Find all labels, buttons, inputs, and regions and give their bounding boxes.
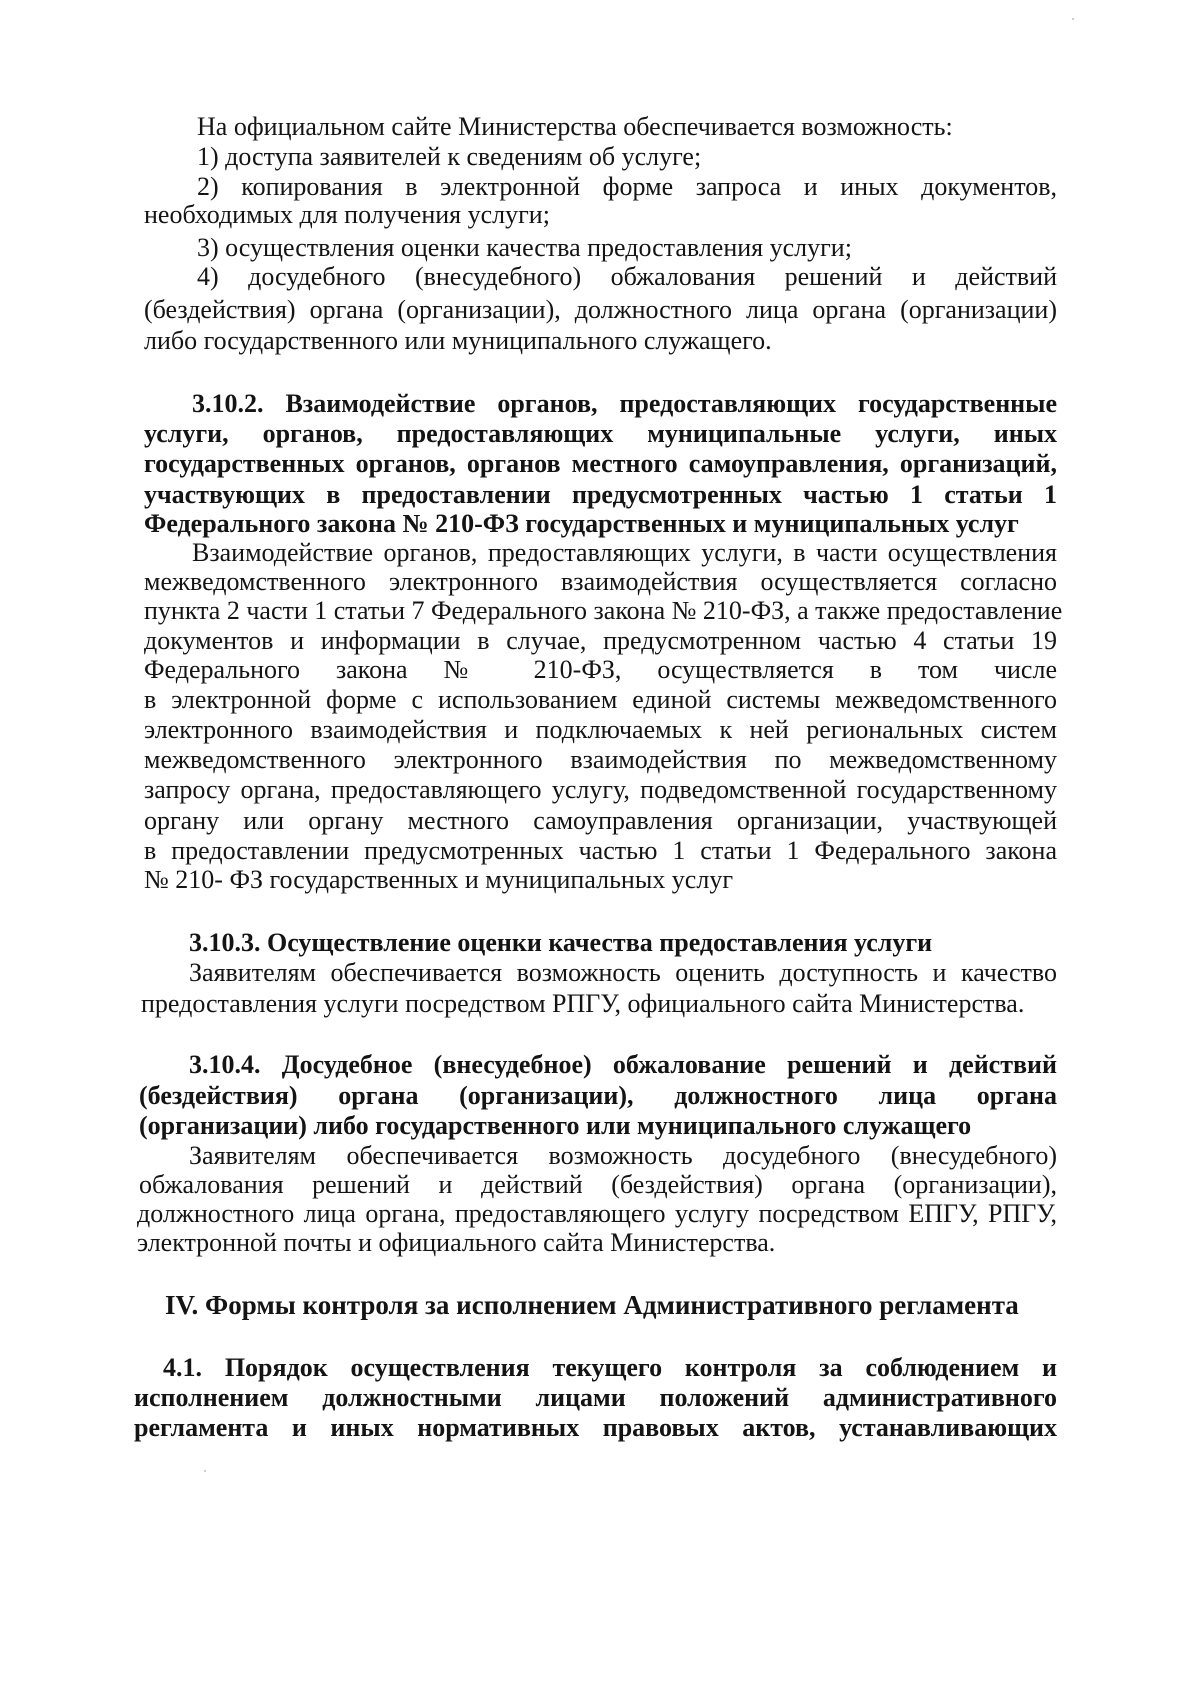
section-4-1-heading-line-3: регламента и иных нормативных правовых актов, устанавливающих — [134, 1413, 1057, 1442]
section-4-1-heading-line-2: исполнением должностными лицами положений административного — [134, 1383, 1057, 1412]
scan-speck — [204, 1470, 206, 1472]
section-3-10-3-body-line-2: предоставления услуги посредством РПГУ, официального сайта Министерства. — [141, 989, 1025, 1018]
section-3-10-2-body-line-2: межведомственного электронного взаимодействия осуществляется согласно — [144, 567, 1057, 596]
access-item-3: 3) осуществления оценки качества предоставления услуги; — [197, 233, 852, 262]
section-3-10-2-body-line-12: № 210- ФЗ государственных и муниципальных услуг — [144, 865, 733, 894]
access-item-4-line-3: либо государственного или муниципального служащего. — [144, 326, 772, 355]
access-item-4-line-1: 4) досудебного (внесудебного) обжалования решений и действий — [197, 262, 1057, 291]
section-3-10-4-body-line-4: электронной почты и официального сайта Министерства. — [137, 1228, 776, 1257]
section-3-10-4-heading-line-2: (бездействия) органа (организации), должностного лица органа — [139, 1081, 1057, 1110]
access-item-2-line-1: 2) копирования в электронной форме запроса и иных документов, — [197, 172, 1057, 201]
section-3-10-2-heading-line-2: услуги, органов, предоставляющих муниципальные услуги, иных — [144, 419, 1057, 448]
section-3-10-2-body-line-9: запросу органа, предоставляющего услугу, подведомственной государственному — [144, 775, 1057, 804]
section-3-10-2-heading-line-4: участвующих в предоставлении предусмотренных частью 1 статьи 1 — [144, 480, 1057, 509]
chapter-iv-title: IV. Формы контроля за исполнением Административного регламента — [165, 1290, 1019, 1320]
section-3-10-2-heading-line-5: Федерального закона № 210-ФЗ государственных и муниципальных услуг — [144, 509, 1019, 538]
scan-speck — [1072, 18, 1074, 20]
section-3-10-2-heading-line-1: 3.10.2. Взаимодействие органов, предоставляющих государственные — [192, 389, 1057, 418]
section-3-10-4-body-line-3: должностного лица органа, предоставляющего услугу посредством ЕПГУ, РПГУ, — [137, 1199, 1057, 1228]
section-3-10-2-body-line-3: пункта 2 части 1 статьи 7 Федерального закона № 210-ФЗ, а также предоставление — [144, 596, 1063, 625]
section-3-10-2-body-line-10: органу или органу местного самоуправления организации, участвующей — [144, 806, 1057, 835]
section-3-10-2-body-line-6: в электронной форме с использованием единой системы межведомственного — [144, 685, 1057, 714]
section-3-10-2-body-line-1: Взаимодействие органов, предоставляющих услуги, в части осуществления — [192, 538, 1057, 567]
section-3-10-2-body-line-8: межведомственного электронного взаимодействия по межведомственному — [144, 745, 1057, 774]
access-intro-title: На официальном сайте Министерства обеспечивается возможность: — [197, 112, 953, 141]
access-item-1: 1) доступа заявителей к сведениям об услуге; — [197, 142, 702, 171]
section-4-1-heading-line-1: 4.1. Порядок осуществления текущего контроля за соблюдением и — [163, 1353, 1057, 1382]
section-3-10-3-heading: 3.10.3. Осуществление оценки качества предоставления услуги — [189, 928, 933, 957]
access-item-4-line-2: (бездействия) органа (организации), должностного лица органа (организации) — [144, 295, 1057, 324]
section-3-10-4-body-line-1: Заявителям обеспечивается возможность досудебного (внесудебного) — [189, 1141, 1057, 1170]
section-3-10-4-heading-line-1: 3.10.4. Досудебное (внесудебное) обжалование решений и действий — [189, 1050, 1057, 1079]
section-3-10-3-body-line-1: Заявителям обеспечивается возможность оценить доступность и качество — [189, 958, 1057, 987]
section-3-10-2-body-line-5: Федерального закона № 210-ФЗ, осуществляется в том числе — [144, 655, 1057, 684]
section-3-10-2-body-line-4: документов и информации в случае, предусмотренном частью 4 статьи 19 — [144, 626, 1057, 655]
section-3-10-2-body-line-11: в предоставлении предусмотренных частью 1 статьи 1 Федерального закона — [144, 836, 1057, 865]
section-3-10-2-heading-line-3: государственных органов, органов местного самоуправления, организаций, — [144, 449, 1057, 478]
section-3-10-4-heading-line-3: (организации) либо государственного или муниципального служащего — [139, 1111, 972, 1140]
section-3-10-2-body-line-7: электронного взаимодействия и подключаемых к ней региональных систем — [144, 715, 1057, 744]
access-item-2-line-2: необходимых для получения услуги; — [144, 200, 550, 229]
section-3-10-4-body-line-2: обжалования решений и действий (бездействия) органа (организации), — [139, 1170, 1057, 1199]
